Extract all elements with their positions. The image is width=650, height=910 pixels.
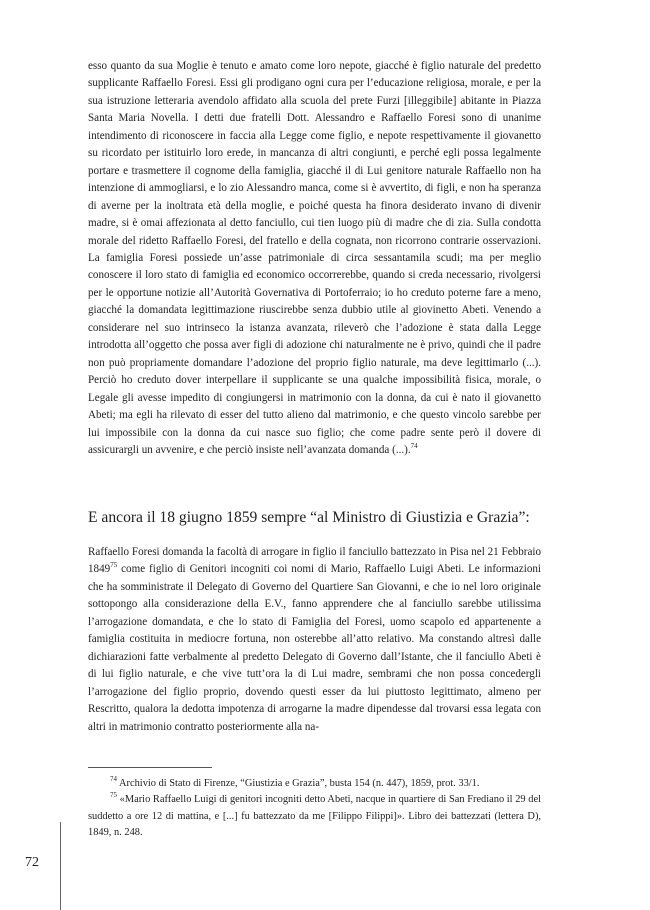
- footnotes: [88, 776, 541, 842]
- footnote-number: 75: [110, 791, 117, 800]
- page-number: 72: [25, 855, 39, 870]
- quoted-paragraph: [88, 58, 541, 459]
- footnote-75: [88, 792, 541, 841]
- footnote-ref-74[interactable]: 74: [410, 441, 418, 450]
- footnote-divider: [88, 767, 212, 768]
- body-text-part2: come figlio di Genitori incogniti coi nomi di Mario, Raffaello Luigi Abeti. Le informazioni che ha somministrate il Delegato di Governo del Quartiere San Giovanni, e che io nel loro originale sottopongo alla considerazione della E.V., fanno apprendere che al fanciullo sarebbe utilissima l’arrogazione domandata, e che lo stato di Famiglia del Foresi, uomo scapolo ed appartenente a famiglia costituita in mediocre fortuna, non osterebbe all’atto relativo. Ma constando altresì dalle dichiarazioni fatte verbalmente al predetto Delegato di Governo dall’Istante, che il fanciullo Abeti è di lui figlio naturale, e che vive tutt’ora la di Lui madre, sembrami che non possa concedergli l’arrogazione del figlio proprio, dovendo questi esser da lui piuttosto legittimato, almeno per Rescritto, qualora la dedotta impotenza di arrogarne la madre dipendesse dal trovarsi essa legata con altri in matrimonio contratto posteriormente alla na-: [88, 563, 541, 733]
- section-heading: E ancora il 18 giugno 1859 sempre “al Ministro di Giustizia e Grazia”:: [88, 509, 530, 526]
- margin-rule: [60, 822, 61, 910]
- body-text-part1: Raffaello Foresi domanda la facoltà di arrogare in figlio il fanciullo battezzato in Pisa nel 21 Febbraio 1849: [88, 546, 541, 576]
- footnote-text: «Mario Raffaello Luigi di genitori incogniti detto Abeti, nacque in quartiere di San Frediano il 29 del suddetto a ore 12 di mattina, e [...] fu battezzato da me [Filippo Filippi]». Libro dei battezzati (lettera D), 1849, n. 248.: [88, 794, 541, 839]
- footnote-74: [88, 776, 541, 792]
- footnote-ref-75[interactable]: 75: [110, 561, 118, 570]
- footnote-text: Archivio di Stato di Firenze, “Giustizia e Grazia”, busta 154 (n. 447), 1859, prot. 33/1.: [119, 778, 480, 789]
- body-paragraph: [88, 544, 541, 736]
- footnote-number: 74: [110, 775, 117, 783]
- quote-text: esso quanto da sua Moglie è tenuto e amato come loro nepote, giacché è figlio naturale del predetto supplicante Raffaello Foresi. Essi gli prodigano ogni cura per l’educazione religiosa, morale, e per la sua istruzione letteraria avendolo affidato alla scuola del prete Furzi [illeggibile] abitante in Piazza Santa Maria Novella. I detti due fratelli Dott. Alessandro e Raffaello Foresi sono di unanime intendimento di riconoscere in faccia alla Legge come figlio, e nepote respettivamente il giovanetto su ricordato per istituirlo loro erede, in mancanza di altri congiunti, e perché egli possa legalmente portare e trasmettere il cognome della famiglia, giacché il di Lui genitore naturale Raffaello non ha intenzione di ammogliarsi, e lo zio Alessandro manca, come si è avvertito, di figli, e non ha speranza di averne per la inoltrata età della moglie, e poiché questa ha finora desiderato invano di divenir madre, si è omai affezionata al detto fanciullo, cui tien luogo più di madre che di zia. Sulla condotta morale del ridetto Raffaello Foresi, del fratello e della cognata, non ricorrono contrarie osservazioni. La famiglia Foresi possiede un’asse patrimoniale di circa sessantamila scudi; ma per meglio conoscere il loro stato di famiglia ed economico occorrerebbe, quando si creda necessario, rivolgersi per le opportune notizie all’Autorità Governativa di Portoferraio; io ho creduto poterne fare a meno, giacché la domandata legittimazione riuscirebbe senza dubbio utile al giovinetto Abeti. Venendo a considerare nel suo intrinseco la istanza avanzata, rileverò che l’adozione è stata dalla Legge introdotta all’oggetto che possa aver figli di adozione chi naturalmente ne è privo, quindi che il padre non può propriamente domandare l’adozione del proprio figlio naturale, ma deve legittimarlo (...). Perciò ho creduto dover interpellare il supplicante se una qualche impossibilità fisica, morale, o Legale gli avesse impedito di congiungersi in matrimonio con la donna, da cui è nato il giovanetto Abeti; ma egli ha rilevato di esser del tutto alieno dal matrimonio, e che questo vincolo sarebbe per lui impossibile con la donna da cui nasce suo figlio; che come padre sente però il dovere di assicurargli un avvenire, e che perciò insiste nell’avanzata domanda (...).: [88, 60, 541, 456]
